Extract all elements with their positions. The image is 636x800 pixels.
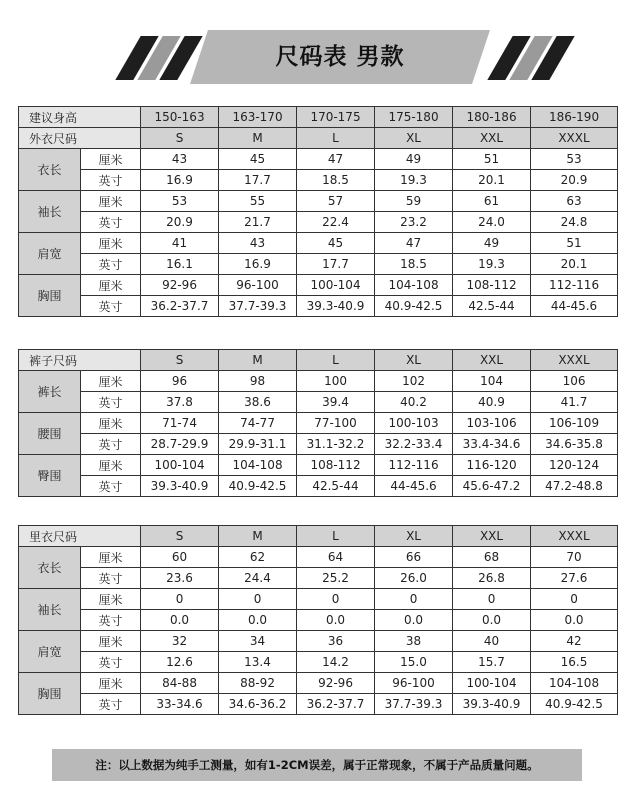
value-cell: 51: [453, 149, 531, 170]
value-cell: 16.5: [531, 652, 618, 673]
value-cell: 0.0: [531, 610, 618, 631]
value-cell: 0: [297, 589, 375, 610]
value-cell: 31.1-32.2: [297, 434, 375, 455]
height-range: 163-170: [219, 107, 297, 128]
size-label: 外衣尺码: [19, 128, 141, 149]
measure-row-cm: [19, 631, 618, 652]
value-cell: 100: [297, 371, 375, 392]
value-cell: 88-92: [219, 673, 297, 694]
measurement-note: 注：以上数据为纯手工测量，如有1-2CM误差，属于正常现象，不属于产品质量问题。: [52, 749, 582, 781]
value-cell: 17.7: [219, 170, 297, 191]
value-cell: 15.7: [453, 652, 531, 673]
value-cell: 0.0: [297, 610, 375, 631]
value-cell: 20.9: [531, 170, 618, 191]
value-cell: 41.7: [531, 392, 618, 413]
unit-cm: 厘米: [81, 413, 141, 434]
outerwear-size-table: [18, 106, 618, 317]
value-cell: 51: [531, 233, 618, 254]
value-cell: 13.4: [219, 652, 297, 673]
value-cell: 112-116: [531, 275, 618, 296]
value-cell: 63: [531, 191, 618, 212]
measure-row-inch: [19, 392, 618, 413]
pants-size-table: [18, 349, 618, 497]
value-cell: 40.9-42.5: [375, 296, 453, 317]
value-cell: 57: [297, 191, 375, 212]
unit-cm: 厘米: [81, 371, 141, 392]
value-cell: 0: [219, 589, 297, 610]
value-cell: 44-45.6: [531, 296, 618, 317]
value-cell: 24.8: [531, 212, 618, 233]
measure-name: 腰围: [19, 413, 81, 455]
size-header: L: [297, 526, 375, 547]
value-cell: 100-104: [141, 455, 219, 476]
value-cell: 29.9-31.1: [219, 434, 297, 455]
measure-row-inch: [19, 652, 618, 673]
value-cell: 37.8: [141, 392, 219, 413]
value-cell: 34.6-36.2: [219, 694, 297, 715]
value-cell: 34.6-35.8: [531, 434, 618, 455]
unit-inch: 英寸: [81, 212, 141, 233]
measure-row-cm: [19, 547, 618, 568]
value-cell: 27.6: [531, 568, 618, 589]
size-header-row: [19, 128, 618, 149]
measure-row-cm: [19, 233, 618, 254]
value-cell: 92-96: [141, 275, 219, 296]
value-cell: 108-112: [297, 455, 375, 476]
size-header-row: [19, 350, 618, 371]
value-cell: 98: [219, 371, 297, 392]
value-cell: 14.2: [297, 652, 375, 673]
value-cell: 39.3-40.9: [453, 694, 531, 715]
measure-name: 胸围: [19, 673, 81, 715]
value-cell: 41: [141, 233, 219, 254]
value-cell: 68: [453, 547, 531, 568]
unit-inch: 英寸: [81, 170, 141, 191]
value-cell: 45.6-47.2: [453, 476, 531, 497]
value-cell: 19.3: [375, 170, 453, 191]
value-cell: 19.3: [453, 254, 531, 275]
unit-cm: 厘米: [81, 589, 141, 610]
page-title: 尺码表 男款: [275, 44, 405, 70]
value-cell: 112-116: [375, 455, 453, 476]
value-cell: 40.9-42.5: [531, 694, 618, 715]
value-cell: 20.1: [531, 254, 618, 275]
value-cell: 100-103: [375, 413, 453, 434]
value-cell: 36.2-37.7: [141, 296, 219, 317]
value-cell: 74-77: [219, 413, 297, 434]
height-range: 170-175: [297, 107, 375, 128]
value-cell: 0: [141, 589, 219, 610]
value-cell: 37.7-39.3: [375, 694, 453, 715]
value-cell: 15.0: [375, 652, 453, 673]
value-cell: 34: [219, 631, 297, 652]
value-cell: 43: [219, 233, 297, 254]
size-header: XXL: [453, 350, 531, 371]
unit-inch: 英寸: [81, 434, 141, 455]
size-header: S: [141, 128, 219, 149]
size-header: M: [219, 350, 297, 371]
value-cell: 21.7: [219, 212, 297, 233]
value-cell: 64: [297, 547, 375, 568]
value-cell: 53: [531, 149, 618, 170]
value-cell: 23.6: [141, 568, 219, 589]
size-header: S: [141, 350, 219, 371]
size-header: M: [219, 128, 297, 149]
measure-row-inch: [19, 434, 618, 455]
measure-row-inch: [19, 476, 618, 497]
measure-name: 衣长: [19, 149, 81, 191]
title-banner: [0, 30, 636, 84]
size-header-row: [19, 526, 618, 547]
value-cell: 12.6: [141, 652, 219, 673]
value-cell: 53: [141, 191, 219, 212]
size-header: XXL: [453, 128, 531, 149]
value-cell: 18.5: [297, 170, 375, 191]
measure-row-cm: [19, 275, 618, 296]
measure-row-cm: [19, 149, 618, 170]
unit-cm: 厘米: [81, 547, 141, 568]
value-cell: 40.2: [375, 392, 453, 413]
innerwear-size-table: [18, 525, 618, 715]
value-cell: 39.3-40.9: [141, 476, 219, 497]
value-cell: 32.2-33.4: [375, 434, 453, 455]
unit-cm: 厘米: [81, 191, 141, 212]
measure-row-cm: [19, 589, 618, 610]
value-cell: 62: [219, 547, 297, 568]
value-cell: 16.9: [219, 254, 297, 275]
value-cell: 0: [453, 589, 531, 610]
value-cell: 120-124: [531, 455, 618, 476]
value-cell: 18.5: [375, 254, 453, 275]
value-cell: 40: [453, 631, 531, 652]
unit-cm: 厘米: [81, 233, 141, 254]
unit-inch: 英寸: [81, 254, 141, 275]
value-cell: 96-100: [219, 275, 297, 296]
value-cell: 104-108: [375, 275, 453, 296]
value-cell: 0.0: [375, 610, 453, 631]
value-cell: 55: [219, 191, 297, 212]
value-cell: 38: [375, 631, 453, 652]
value-cell: 24.4: [219, 568, 297, 589]
value-cell: 32: [141, 631, 219, 652]
value-cell: 16.1: [141, 254, 219, 275]
size-label: 里衣尺码: [19, 526, 141, 547]
size-header: L: [297, 350, 375, 371]
value-cell: 84-88: [141, 673, 219, 694]
size-header: XXXL: [531, 128, 618, 149]
height-row: [19, 107, 618, 128]
value-cell: 102: [375, 371, 453, 392]
measure-row-inch: [19, 254, 618, 275]
value-cell: 20.1: [453, 170, 531, 191]
value-cell: 92-96: [297, 673, 375, 694]
value-cell: 77-100: [297, 413, 375, 434]
height-range: 175-180: [375, 107, 453, 128]
value-cell: 0.0: [219, 610, 297, 631]
measure-name: 肩宽: [19, 631, 81, 673]
measure-row-cm: [19, 371, 618, 392]
unit-inch: 英寸: [81, 610, 141, 631]
value-cell: 96-100: [375, 673, 453, 694]
value-cell: 61: [453, 191, 531, 212]
measure-row-cm: [19, 413, 618, 434]
measure-name: 肩宽: [19, 233, 81, 275]
unit-inch: 英寸: [81, 652, 141, 673]
size-header: M: [219, 526, 297, 547]
size-header: XXL: [453, 526, 531, 547]
measure-row-inch: [19, 170, 618, 191]
measure-row-inch: [19, 212, 618, 233]
measure-row-inch: [19, 296, 618, 317]
unit-inch: 英寸: [81, 296, 141, 317]
value-cell: 100-104: [297, 275, 375, 296]
value-cell: 16.9: [141, 170, 219, 191]
size-header: XXXL: [531, 526, 618, 547]
value-cell: 39.3-40.9: [297, 296, 375, 317]
value-cell: 26.8: [453, 568, 531, 589]
value-cell: 24.0: [453, 212, 531, 233]
size-label: 裤子尺码: [19, 350, 141, 371]
value-cell: 39.4: [297, 392, 375, 413]
measure-name: 袖长: [19, 191, 81, 233]
value-cell: 38.6: [219, 392, 297, 413]
value-cell: 0.0: [141, 610, 219, 631]
value-cell: 40.9: [453, 392, 531, 413]
height-label: 建议身高: [19, 107, 141, 128]
value-cell: 22.4: [297, 212, 375, 233]
value-cell: 37.7-39.3: [219, 296, 297, 317]
value-cell: 96: [141, 371, 219, 392]
value-cell: 23.2: [375, 212, 453, 233]
value-cell: 108-112: [453, 275, 531, 296]
size-header: XL: [375, 526, 453, 547]
value-cell: 71-74: [141, 413, 219, 434]
value-cell: 36: [297, 631, 375, 652]
size-header: L: [297, 128, 375, 149]
value-cell: 42: [531, 631, 618, 652]
value-cell: 116-120: [453, 455, 531, 476]
height-range: 186-190: [531, 107, 618, 128]
value-cell: 26.0: [375, 568, 453, 589]
value-cell: 36.2-37.7: [297, 694, 375, 715]
value-cell: 70: [531, 547, 618, 568]
value-cell: 104-108: [531, 673, 618, 694]
unit-cm: 厘米: [81, 631, 141, 652]
value-cell: 104-108: [219, 455, 297, 476]
size-header: S: [141, 526, 219, 547]
value-cell: 106: [531, 371, 618, 392]
measure-name: 胸围: [19, 275, 81, 317]
value-cell: 0: [531, 589, 618, 610]
value-cell: 25.2: [297, 568, 375, 589]
size-header: XL: [375, 128, 453, 149]
measure-row-inch: [19, 694, 618, 715]
value-cell: 47.2-48.8: [531, 476, 618, 497]
measure-row-cm: [19, 673, 618, 694]
value-cell: 66: [375, 547, 453, 568]
value-cell: 103-106: [453, 413, 531, 434]
measure-row-inch: [19, 610, 618, 631]
height-range: 150-163: [141, 107, 219, 128]
height-range: 180-186: [453, 107, 531, 128]
value-cell: 40.9-42.5: [219, 476, 297, 497]
value-cell: 106-109: [531, 413, 618, 434]
measure-name: 衣长: [19, 547, 81, 589]
value-cell: 104: [453, 371, 531, 392]
unit-cm: 厘米: [81, 455, 141, 476]
value-cell: 33-34.6: [141, 694, 219, 715]
value-cell: 42.5-44: [453, 296, 531, 317]
unit-cm: 厘米: [81, 275, 141, 296]
measure-row-cm: [19, 191, 618, 212]
value-cell: 0.0: [453, 610, 531, 631]
size-header: XL: [375, 350, 453, 371]
value-cell: 60: [141, 547, 219, 568]
size-header: XXXL: [531, 350, 618, 371]
value-cell: 45: [297, 233, 375, 254]
value-cell: 33.4-34.6: [453, 434, 531, 455]
value-cell: 47: [375, 233, 453, 254]
value-cell: 17.7: [297, 254, 375, 275]
unit-cm: 厘米: [81, 149, 141, 170]
measure-row-cm: [19, 455, 618, 476]
value-cell: 20.9: [141, 212, 219, 233]
value-cell: 42.5-44: [297, 476, 375, 497]
measure-name: 裤长: [19, 371, 81, 413]
value-cell: 49: [453, 233, 531, 254]
unit-inch: 英寸: [81, 568, 141, 589]
unit-inch: 英寸: [81, 694, 141, 715]
value-cell: 28.7-29.9: [141, 434, 219, 455]
value-cell: 0: [375, 589, 453, 610]
measure-name: 袖长: [19, 589, 81, 631]
measure-name: 臀围: [19, 455, 81, 497]
value-cell: 100-104: [453, 673, 531, 694]
value-cell: 49: [375, 149, 453, 170]
value-cell: 59: [375, 191, 453, 212]
value-cell: 47: [297, 149, 375, 170]
unit-inch: 英寸: [81, 476, 141, 497]
unit-cm: 厘米: [81, 673, 141, 694]
value-cell: 43: [141, 149, 219, 170]
value-cell: 45: [219, 149, 297, 170]
measure-row-inch: [19, 568, 618, 589]
unit-inch: 英寸: [81, 392, 141, 413]
value-cell: 44-45.6: [375, 476, 453, 497]
